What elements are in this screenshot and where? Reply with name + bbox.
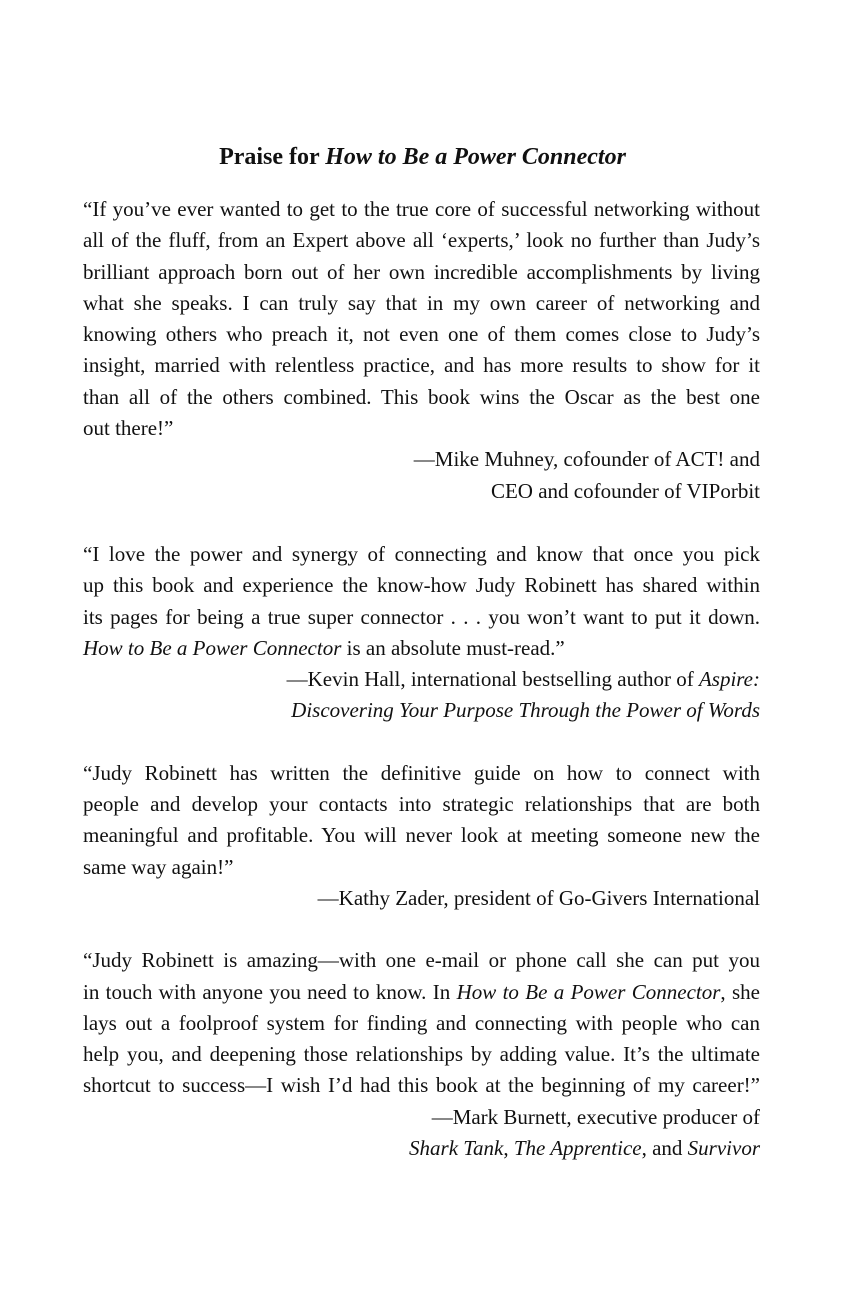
book-title-italic: How to Be a Power Connector	[83, 635, 342, 660]
quote-line	[83, 633, 760, 664]
show-title-italic: Shark Tank	[409, 1136, 504, 1161]
attribution-book-italic: Aspire:	[698, 667, 760, 692]
quote-line: same way again!”	[83, 854, 234, 879]
quote-line	[83, 977, 760, 1008]
quote-line: knowing others who preach it, not even one of them comes close to Judy’s	[83, 322, 760, 347]
quote-line: “I love the power and synergy of connecting and know that once you pick	[83, 541, 760, 566]
show-title-italic: Survivor	[687, 1136, 760, 1161]
quote-line: brilliant approach born out of her own incredible accomplishments by living	[83, 259, 760, 284]
attribution-line: —Kathy Zader, president of Go-Givers International	[317, 885, 760, 910]
quote-line: insight, married with relentless practice, and has more results to show for it	[83, 353, 760, 378]
attribution-mark-burnett	[83, 1102, 760, 1165]
attribution-sep: ,	[503, 1136, 514, 1161]
attribution-mike-muhney	[83, 444, 760, 507]
quote-line: than all of the others combined. This book wins the Oscar as the best one	[83, 384, 760, 409]
attribution-book-italic: Discovering Your Purpose Through the Power of Words	[291, 698, 760, 723]
quote-mike-muhney	[83, 194, 760, 444]
quote-line: up this book and experience the know-how Judy Robinett has shared within	[83, 573, 760, 598]
quote-line-text: in touch with anyone you need to know. In	[83, 979, 457, 1004]
quote-line: “If you’ve ever wanted to get to the true core of successful networking without	[83, 197, 760, 221]
attribution-kevin-hall	[83, 664, 760, 727]
quote-line: “Judy Robinett has written the definitive guide on how to connect with	[83, 760, 760, 785]
title-prefix: Praise for	[219, 144, 326, 170]
quote-kathy-zader	[83, 758, 760, 883]
quote-line-rest: is an absolute must-read.”	[341, 635, 565, 660]
attribution-text: —Kevin Hall, international bestselling author of	[286, 667, 699, 692]
quote-line: meaningful and profitable. You will never look at meeting someone new the	[83, 823, 760, 848]
quote-line: out there!”	[83, 416, 174, 441]
praise-page	[83, 140, 760, 1164]
book-title-italic: How to Be a Power Connector	[456, 979, 721, 1004]
show-title-italic: The Apprentice	[513, 1136, 642, 1161]
quote-line: people and develop your contacts into strategic relationships that are both	[83, 792, 760, 817]
attribution-sep: , and	[641, 1136, 688, 1161]
attribution-line	[83, 664, 760, 695]
attribution-line	[83, 695, 760, 726]
attribution-kathy-zader	[83, 883, 760, 914]
quote-line: shortcut to success—I wish I’d had this book at the beginning of my career!”	[83, 1073, 760, 1098]
title-book-name: How to Be a Power Connector	[325, 144, 626, 170]
quote-line-rest: , she	[720, 979, 760, 1004]
quote-line: lays out a foolproof system for finding and connecting with people who can	[83, 1010, 760, 1035]
quote-mark-burnett	[83, 945, 760, 1101]
quote-line: what she speaks. I can truly say that in my own career of networking and	[83, 290, 760, 315]
attribution-line: CEO and cofounder of VIPorbit	[490, 478, 760, 503]
quote-line: “Judy Robinett is amazing—with one e-mail or phone call she can put you	[83, 948, 760, 973]
page-title	[83, 140, 760, 174]
attribution-line: —Mark Burnett, executive producer of	[431, 1104, 760, 1129]
attribution-line	[83, 1133, 760, 1164]
quote-line: all of the fluff, from an Expert above all ‘experts,’ look no further than Judy’s	[83, 228, 760, 253]
attribution-line: —Mike Muhney, cofounder of ACT! and	[413, 447, 760, 472]
quote-line: its pages for being a true super connector . . . you won’t want to put it down.	[83, 604, 760, 629]
quote-kevin-hall	[83, 539, 760, 664]
quote-line: help you, and deepening those relationships by adding value. It’s the ultimate	[83, 1042, 760, 1067]
